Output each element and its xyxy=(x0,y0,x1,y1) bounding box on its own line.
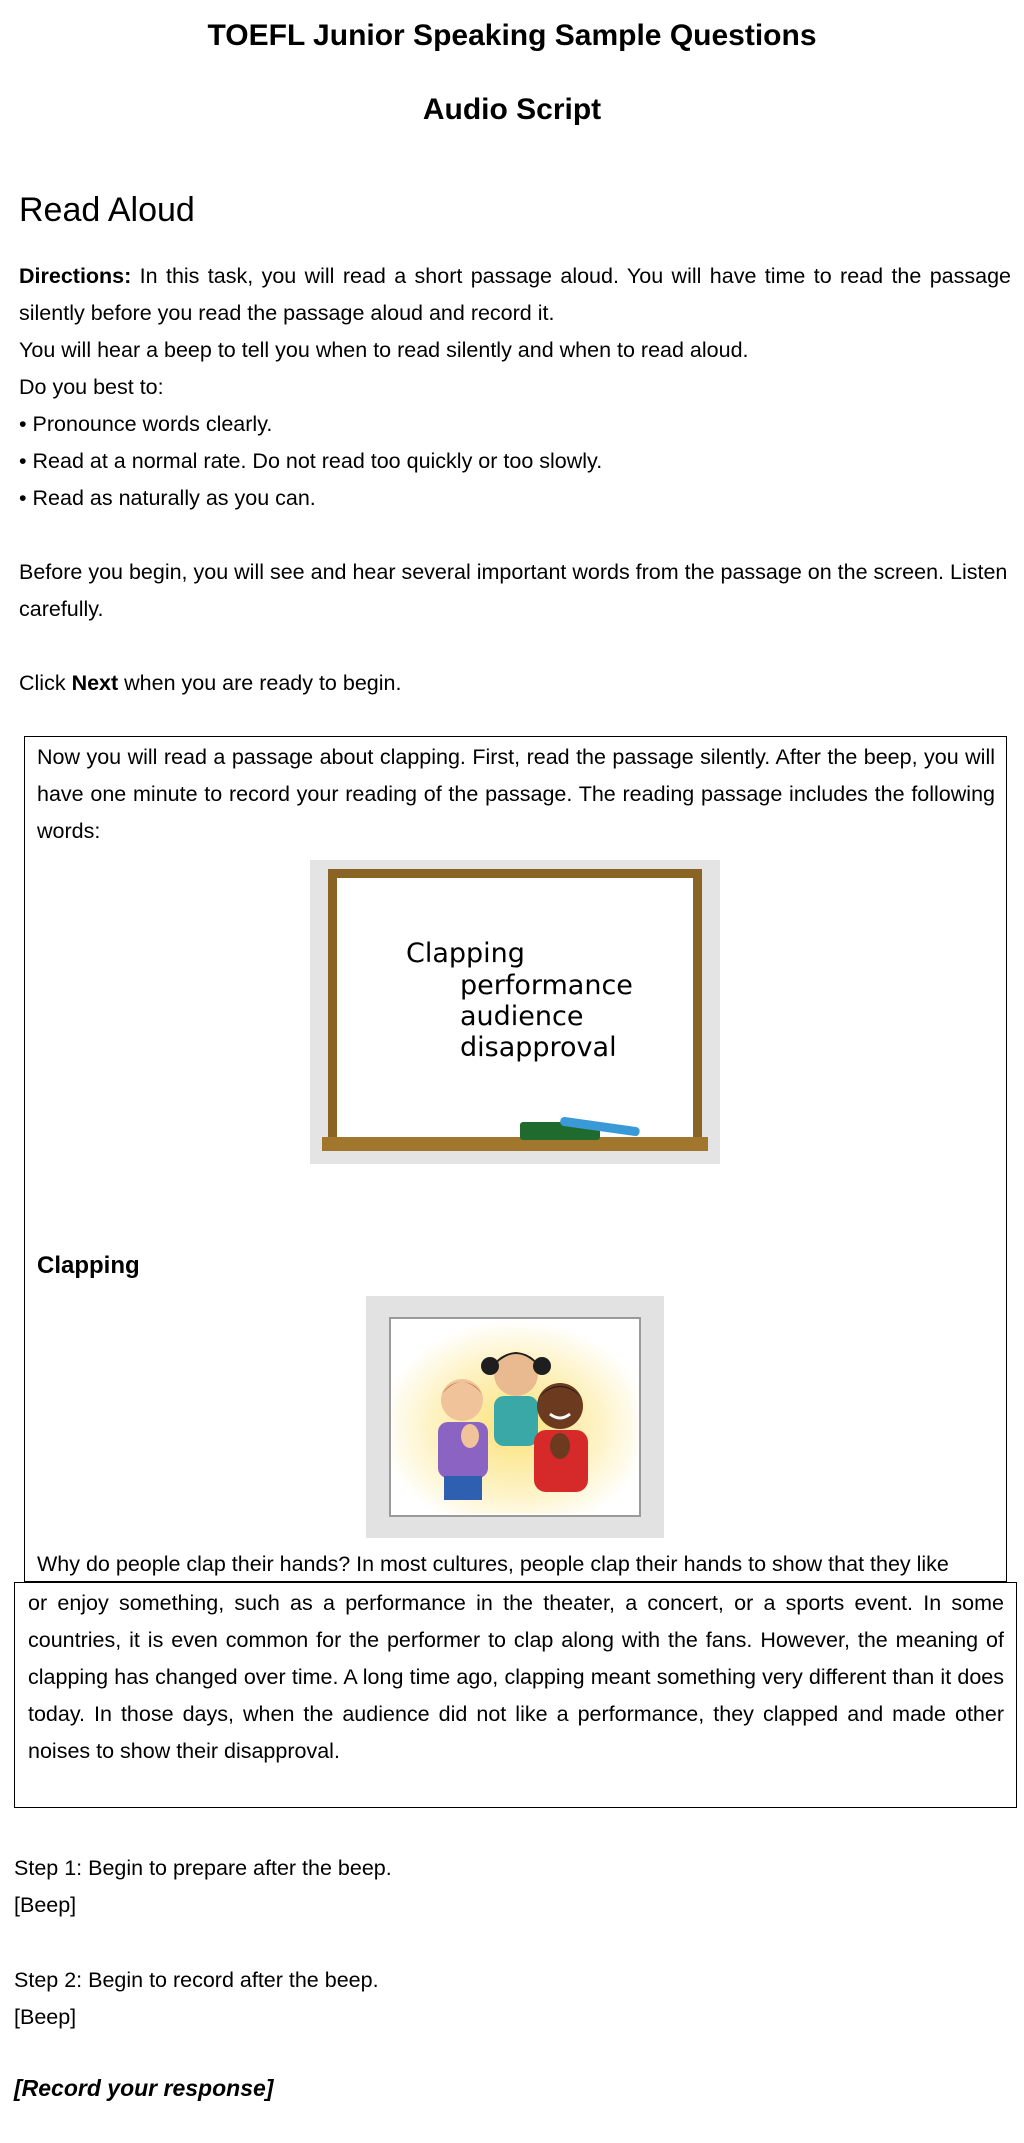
list-item: • Read at a normal rate. Do not read too quickly or too slowly. xyxy=(19,443,1009,480)
passage-body: or enjoy something, such as a performance in the theater, a concert, or a sports event. In some countries, it is even common for the performer to clap along with the fans. However, the meaning of clapping has changed over time. A long time ago, clapping meant something very different than it does today. In those days, when the audience did not like a performance, they clapped and made other noises to show their disapproval. xyxy=(28,1591,1004,1763)
list-item: • Pronounce words clearly. xyxy=(19,406,1009,443)
vocabulary-board-image xyxy=(310,860,720,1164)
click-next-line xyxy=(19,665,1009,702)
board-word: disapproval xyxy=(460,1032,617,1063)
passage-title: Clapping xyxy=(37,1252,140,1279)
intro-paragraph: Now you will read a passage about clapping. First, read the passage silently. After the beep, you will have one minute to record your reading of the passage. The reading passage includes the following words: xyxy=(37,745,995,843)
directions-label: Directions: xyxy=(19,264,132,288)
click-suffix: when you are ready to begin. xyxy=(118,671,402,695)
record-response: [Record your response] xyxy=(14,2075,274,2101)
tips-list xyxy=(19,406,1009,517)
kids-clapping-image xyxy=(366,1296,664,1538)
click-prefix: Click xyxy=(19,671,72,695)
kids-illustration xyxy=(366,1296,664,1538)
step-2: Step 2: Begin to record after the beep. xyxy=(14,1968,379,1992)
directions-paragraph xyxy=(19,258,1011,332)
document-subtitle: Audio Script xyxy=(422,93,602,126)
beep-1: [Beep] xyxy=(14,1893,77,1917)
board-word: performance xyxy=(460,970,633,1001)
chalkboard-illustration xyxy=(310,860,720,1164)
do-best-line: Do you best to: xyxy=(19,375,164,399)
section-title: Read Aloud xyxy=(19,191,195,229)
document-title: TOEFL Junior Speaking Sample Questions xyxy=(207,19,817,52)
beep-2: [Beep] xyxy=(14,2005,77,2029)
step-1: Step 1: Begin to prepare after the beep. xyxy=(14,1856,392,1880)
next-keyword: Next xyxy=(71,671,119,695)
board-word: Clapping xyxy=(406,938,525,969)
before-begin-paragraph: Before you begin, you will see and hear several important words from the passage on the screen. Listen carefully. xyxy=(19,560,1008,621)
board-word: audience xyxy=(460,1001,584,1032)
list-item: • Read as naturally as you can. xyxy=(19,480,1009,517)
directions-text: In this task, you will read a short passage aloud. You will have time to read the passage silently before you read the passage aloud and record it. xyxy=(19,264,1011,325)
beep-line: You will hear a beep to tell you when to read silently and when to read aloud. xyxy=(19,338,749,362)
passage-first-line: Why do people clap their hands? In most cultures, people clap their hands to show that they like xyxy=(37,1552,949,1576)
